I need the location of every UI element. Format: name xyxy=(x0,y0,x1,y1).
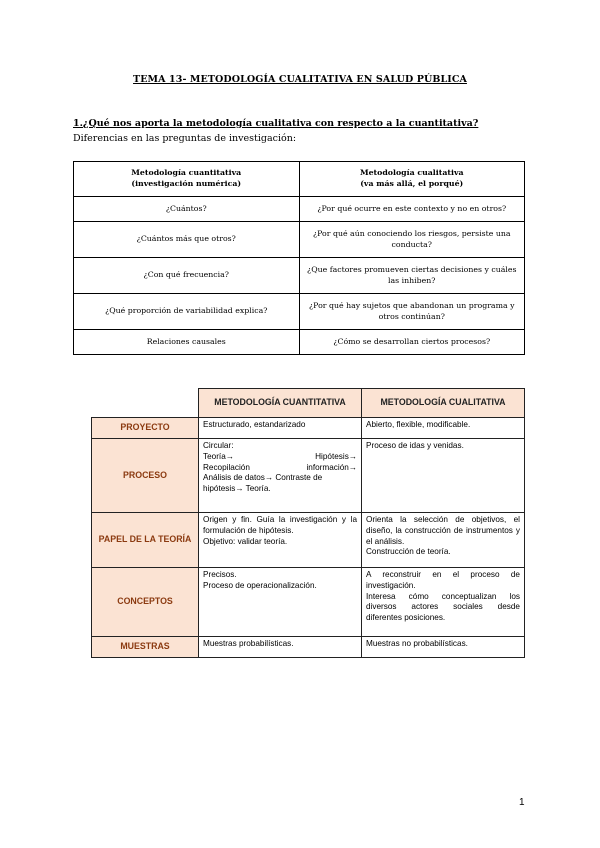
header-qualitative xyxy=(299,162,525,197)
cell-line: hipótesis→ Teoría. xyxy=(203,484,271,494)
table-cell: ¿Cuántos más que otros? xyxy=(74,222,300,258)
cell-line: Análisis de datos→ Contraste de xyxy=(203,473,323,483)
table-row-proceso xyxy=(92,439,525,513)
table-cell xyxy=(362,637,525,658)
table-cell: ¿Qué proporción de variabilidad explica? xyxy=(74,294,300,330)
cell-line: A reconstruir en el proceso de investigación. xyxy=(366,570,520,590)
cell-line: Estructurado, estandarizado xyxy=(203,420,306,429)
table-row xyxy=(74,197,525,222)
table-header-row xyxy=(74,162,525,197)
page-number: 1 xyxy=(519,797,525,808)
row-label: PROCESO xyxy=(92,439,199,513)
table-cell xyxy=(362,418,525,439)
cell-fragment: Hipótesis→ xyxy=(315,451,357,461)
cell-line xyxy=(203,452,357,463)
cell-line: Precisos. xyxy=(203,570,237,579)
row-label: PAPEL DE LA TEORÍA xyxy=(92,513,199,568)
empty-corner-cell xyxy=(92,389,199,418)
cell-line: Circular: xyxy=(203,441,234,450)
cell-fragment: Recopilación xyxy=(203,462,250,472)
table-cell xyxy=(199,513,362,568)
table-cell xyxy=(199,637,362,658)
table-row xyxy=(74,258,525,294)
cell-line: Abierto, flexible, modificable. xyxy=(366,420,471,429)
cell-line: Origen y fin. Guía la investigación y la formulación de hipótesis. xyxy=(203,515,357,535)
row-label: CONCEPTOS xyxy=(92,568,199,637)
table-row-papel-teoria xyxy=(92,513,525,568)
cell-line: Proceso de idas y venidas. xyxy=(366,441,464,450)
table-row xyxy=(74,222,525,258)
cell-line: Interesa cómo conceptualizan los diversos actores sociales desde diferentes posiciones. xyxy=(366,591,520,623)
table-cell: ¿Que factores promueven ciertas decisiones y cuáles las inhiben? xyxy=(299,258,525,294)
row-label: MUESTRAS xyxy=(92,637,199,658)
cell-fragment: Teoría→ xyxy=(203,451,234,461)
table-cell: ¿Cómo se desarrollan ciertos procesos? xyxy=(299,330,525,355)
table-cell xyxy=(199,439,362,513)
header-line: (va más allá, el porqué) xyxy=(360,179,464,188)
table-cell: ¿Por qué ocurre en este contexto y no en otros? xyxy=(299,197,525,222)
table-row-conceptos xyxy=(92,568,525,637)
table-header-row xyxy=(92,389,525,418)
cell-line: Muestras no probabilísticas. xyxy=(366,639,468,648)
table-cell: ¿Cuántos? xyxy=(74,197,300,222)
section-question: 1.¿Qué nos aporta la metodología cualitativa con respecto a la cuantitativa? xyxy=(73,118,479,129)
table-cell xyxy=(362,568,525,637)
table-cell: ¿Con qué frecuencia? xyxy=(74,258,300,294)
header-line: Metodología cuantitativa xyxy=(131,168,242,178)
table-cell: Relaciones causales xyxy=(74,330,300,355)
cell-line xyxy=(203,463,357,474)
cell-line: Proceso de operacionalización. xyxy=(203,580,317,590)
table-cell: ¿Por qué aún conociendo los riesgos, persiste una conducta? xyxy=(299,222,525,258)
table-row xyxy=(74,294,525,330)
cell-line: Orienta la selección de objetivos, el diseño, la construcción de instrumentos y el análisis. xyxy=(366,515,520,546)
cell-line: Objetivo: validar teoría. xyxy=(203,536,288,546)
table-cell: ¿Por qué hay sujetos que abandonan un programa y otros continúan? xyxy=(299,294,525,330)
cell-line: Construcción de teoría. xyxy=(366,547,451,557)
header-quantitative: METODOLOGÍA CUANTITATIVA xyxy=(199,389,362,418)
section-subtitle: Diferencias en las preguntas de investigación: xyxy=(73,133,297,144)
page-title: TEMA 13- METODOLOGÍA CUALITATIVA EN SALUD PÚBLICA xyxy=(133,74,467,85)
table-row-proyecto xyxy=(92,418,525,439)
table-cell xyxy=(199,418,362,439)
comparison-table-questions xyxy=(73,161,525,355)
comparison-table-methodology xyxy=(91,388,525,658)
header-qualitative: METODOLOGÍA CUALITATIVA xyxy=(362,389,525,418)
header-line: Metodología cualitativa xyxy=(359,168,464,178)
table-cell xyxy=(199,568,362,637)
table-cell xyxy=(362,513,525,568)
cell-fragment: información→ xyxy=(306,462,357,472)
table-cell xyxy=(362,439,525,513)
row-label: PROYECTO xyxy=(92,418,199,439)
table-row xyxy=(74,330,525,355)
header-line: (investigación numérica) xyxy=(131,179,242,188)
cell-line: Muestras probabilísticas. xyxy=(203,639,294,648)
header-quantitative xyxy=(74,162,300,197)
table-row-muestras xyxy=(92,637,525,658)
